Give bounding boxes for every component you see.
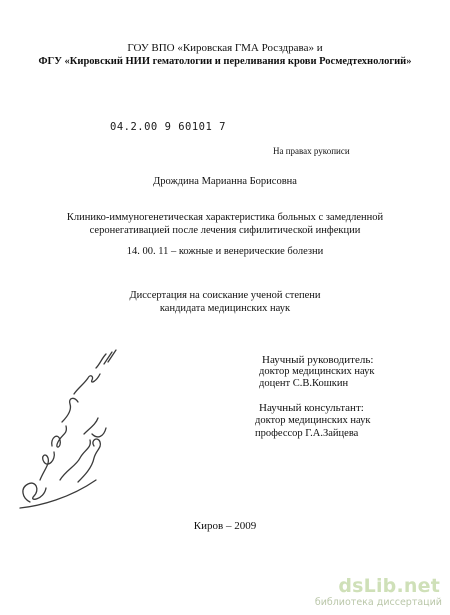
manuscript-rights-note: На правах рукописи xyxy=(273,146,350,156)
supervisor-name: доцент С.В.Кошкин xyxy=(259,378,349,389)
degree-line-1: Диссертация на соискание ученой степени xyxy=(129,290,321,301)
consultant-name: профессор Г.А.Зайцева xyxy=(255,428,359,439)
author-name: Дрождина Марианна Борисовна xyxy=(153,176,297,187)
consultant-degree: доктор медицинских наук xyxy=(255,415,371,426)
specialty-code: 14. 00. 11 – кожные и венерические болезни xyxy=(126,246,324,257)
registration-stamp: 04.2.00 9 60101 7 xyxy=(110,121,226,133)
dslib-watermark xyxy=(314,575,450,615)
degree-line-2: кандидата медицинских наук xyxy=(159,303,291,314)
institution-line-1: ГОУ ВПО «Кировская ГМА Росздрава» и xyxy=(127,42,323,54)
consultant-heading: Научный консультант: xyxy=(259,402,364,414)
city-and-year: Киров – 2009 xyxy=(193,520,257,532)
supervisor-heading: Научный руководитель: xyxy=(262,354,374,366)
handwritten-signature xyxy=(0,330,130,520)
watermark-tagline: библиотека диссертаций xyxy=(314,597,442,608)
supervisor-degree: доктор медицинских наук xyxy=(259,366,375,377)
institution-line-2: ФГУ «Кировский НИИ гематологии и переливания крови Росмедтехнологий» xyxy=(38,56,412,67)
thesis-title-line-1: Клинико-иммуногенетическая характеристика больных с замедленной xyxy=(66,212,384,223)
thesis-title-line-2: серонегативацией после лечения сифилитической инфекции xyxy=(89,225,361,236)
watermark-logo-text: dsLib.net xyxy=(338,575,440,597)
